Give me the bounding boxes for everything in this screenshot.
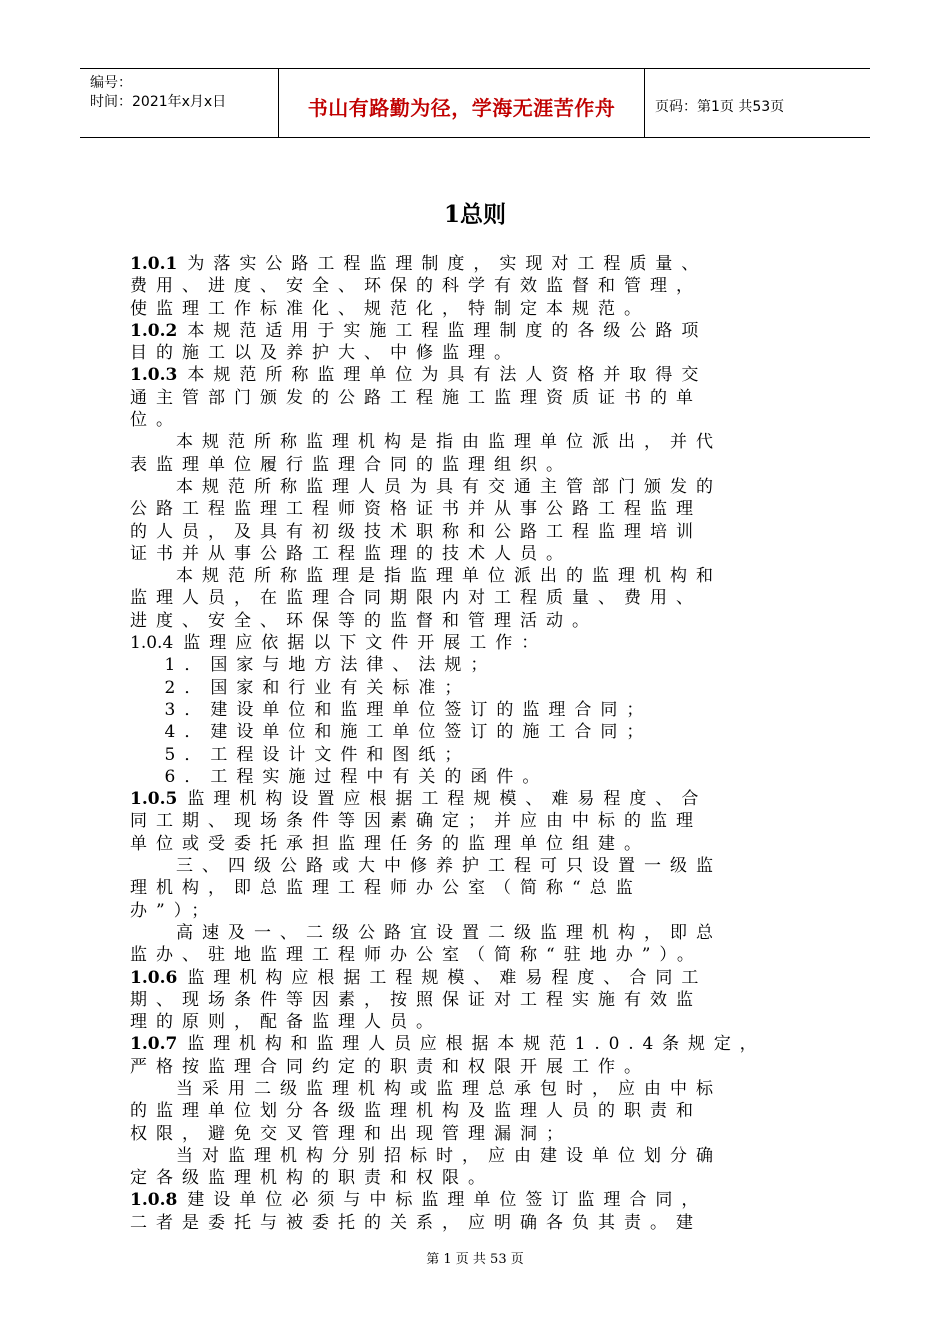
header-motto-cell [279, 69, 645, 137]
text-line [130, 431, 810, 453]
text-line [130, 677, 810, 699]
text-line [130, 1100, 810, 1122]
text-line [130, 543, 810, 565]
line-text: 本规范所称监理是指监理单位派出的监理机构和 [176, 566, 722, 587]
line-text: 进度、安全、环保等的监督和管理活动。 [130, 610, 598, 631]
line-text: 办”）； [130, 900, 218, 921]
text-line [130, 1123, 810, 1145]
line-text: 目的施工以及养护大、中修监理。 [130, 343, 520, 364]
clause-number: 1.0.7 [130, 1034, 178, 1055]
line-text: 本规范适用于实施工程监理制度的各级公路项 [187, 320, 708, 341]
header-page-cell [645, 69, 870, 137]
line-text: 监理机构应根据工程规模、难易程度、合同工 [187, 967, 708, 988]
motto-text: 书山有路勤为径，学海无涯苦作舟 [307, 96, 616, 120]
text-line [130, 387, 810, 409]
text-line [130, 1212, 810, 1234]
line-text: 监理机构设置应根据工程规模、难易程度、合 [187, 789, 708, 810]
text-line [130, 699, 810, 721]
line-text: 为落实公路工程监理制度，实现对工程质量、 [187, 254, 708, 274]
text-line [130, 1011, 810, 1033]
time-label: 时间：2021年x月x日 [90, 94, 227, 110]
clause-number: 1.0.2 [130, 320, 178, 341]
line-text: 的监理单位划分各级监理机构及监理人员的职责和 [130, 1101, 702, 1122]
line-text: 使监理工作标准化、规范化，特制定本规范。 [130, 298, 650, 319]
line-text: 理的原则，配备监理人员。 [130, 1012, 442, 1033]
text-line [130, 766, 810, 788]
body-text [130, 253, 810, 1234]
line-text: 高速及一、二级公路宜设置二级监理机构，即总 [176, 922, 722, 943]
line-text: 本规范所称监理人员为具有交通主管部门颁发的 [176, 476, 722, 497]
clause-number: 1.0.3 [130, 365, 178, 386]
line-text: 当采用二级监理机构或监理总承包时，应由中标 [176, 1078, 722, 1099]
line-text: 监理人员，在监理合同期限内对工程质量、费用、 [130, 588, 702, 609]
text-line [130, 833, 810, 855]
clause-number: 1.0.5 [130, 789, 178, 810]
line-text: 单位或受委托承担监理任务的监理单位组建。 [130, 833, 650, 854]
line-text: 5．工程设计文件和图纸； [164, 744, 471, 765]
line-text: 当对监理机构分别招标时，应由建设单位划分确 [176, 1145, 722, 1166]
line-text: 监理应依据以下文件开展工作： [183, 633, 548, 654]
line-text: 二者是委托与被委托的关系，应明确各负其责。建 [130, 1212, 702, 1233]
clause-number: 1.0.1 [130, 254, 178, 274]
page-title: 1总则 [443, 201, 506, 228]
header-table [80, 68, 870, 138]
line-text: 同工期、现场条件等因素确定；并应由中标的监理 [130, 811, 702, 832]
text-line [130, 810, 810, 832]
text-line [130, 275, 810, 297]
line-text: 期、现场条件等因素，按照保证对工程实施有效监 [130, 989, 702, 1010]
text-line [130, 364, 810, 386]
line-text: 的人员，及具有初级技术职称和公路工程监理培训 [130, 521, 702, 542]
text-line [130, 922, 810, 944]
line-text: 本规范所称监理单位为具有法人资格并取得交 [187, 365, 708, 386]
text-line [130, 565, 810, 587]
serial-label: 编号： [90, 75, 132, 91]
line-text: 1．国家与地方法律、法规； [164, 655, 497, 676]
text-line [130, 476, 810, 498]
text-line [130, 877, 810, 899]
page-code: 页码：第1页 共53页 [655, 99, 785, 115]
line-text: 6．工程实施过程中有关的函件。 [164, 766, 549, 787]
text-line [130, 409, 810, 431]
text-line [130, 1033, 810, 1055]
line-text: 监办、驻地监理工程师办公室（简称“驻地办”）。 [130, 945, 703, 966]
line-text: 位。 [130, 410, 182, 431]
text-line [130, 632, 810, 654]
header-meta-cell [80, 69, 279, 137]
line-text: 3．建设单位和监理单位签订的监理合同； [164, 699, 653, 720]
line-text: 本规范所称监理机构是指由监理单位派出，并代 [176, 432, 722, 453]
text-line [130, 944, 810, 966]
line-text: 费用、进度、安全、环保的科学有效监督和管理， [130, 276, 702, 297]
text-line [130, 498, 810, 520]
line-text: 建设单位必须与中标监理单位签订监理合同， [187, 1190, 708, 1211]
line-text: 通主管部门颁发的公路工程施工监理资质证书的单 [130, 387, 702, 408]
text-line [130, 855, 810, 877]
text-line [130, 610, 810, 632]
text-line [130, 967, 810, 989]
clause-number: 1.0.8 [130, 1190, 178, 1211]
clause-number: 1.0.4 [130, 633, 174, 654]
text-line [130, 788, 810, 810]
text-line [130, 900, 810, 922]
text-line [130, 1189, 810, 1211]
text-line [130, 587, 810, 609]
text-line [130, 1056, 810, 1078]
line-text: 三、四级公路或大中修养护工程可只设置一级监 [176, 856, 722, 877]
text-line [130, 253, 810, 275]
line-text: 2．国家和行业有关标准； [164, 677, 471, 698]
line-text: 公路工程监理工程师资格证书并从事公路工程监理 [130, 499, 702, 520]
line-text: 定各级监理机构的职责和权限。 [130, 1168, 494, 1189]
text-line [130, 342, 810, 364]
text-line [130, 744, 810, 766]
line-text: 监理机构和监理人员应根据本规范1.0.4条规定， [187, 1034, 766, 1055]
text-line [130, 1167, 810, 1189]
text-line [130, 320, 810, 342]
page-footer: 第 1 页 共 53 页 [426, 1252, 524, 1267]
line-text: 严格按监理合同约定的职责和权限开展工作。 [130, 1056, 650, 1077]
text-line [130, 654, 810, 676]
text-line [130, 1145, 810, 1167]
text-line [130, 721, 810, 743]
line-text: 表监理单位履行监理合同的监理组织。 [130, 454, 572, 475]
text-line [130, 454, 810, 476]
line-text: 证书并从事公路工程监理的技术人员。 [130, 543, 572, 564]
text-line [130, 298, 810, 320]
text-line [130, 989, 810, 1011]
line-text: 4．建设单位和施工单位签订的施工合同； [164, 722, 653, 743]
text-line [130, 521, 810, 543]
clause-number: 1.0.6 [130, 967, 178, 988]
text-line [130, 1078, 810, 1100]
line-text: 理机构，即总监理工程师办公室（简称“总监 [130, 878, 642, 899]
line-text: 权限，避免交叉管理和出现管理漏洞； [130, 1123, 572, 1144]
